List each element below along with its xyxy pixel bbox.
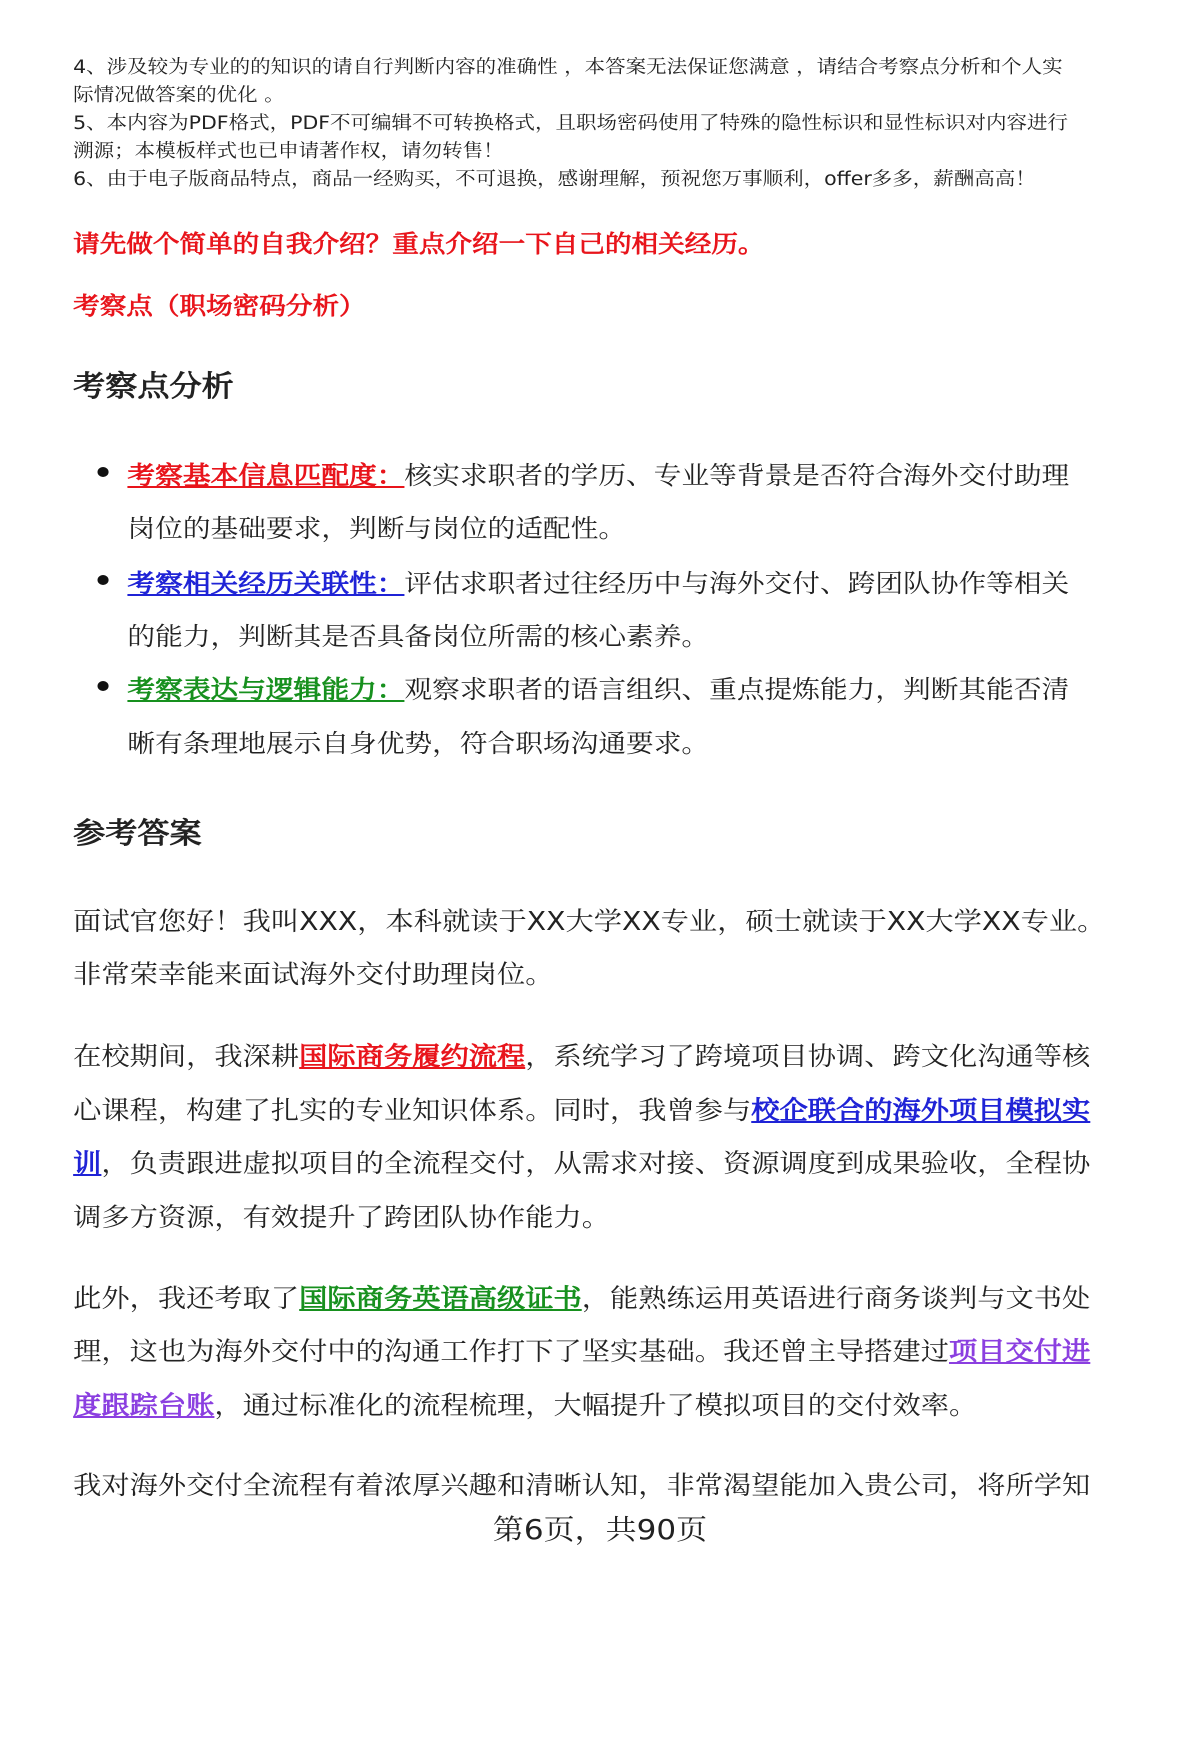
note-line: 4、涉及较为专业的的知识的请自行判断内容的准确性 ，本答案无法保证您满意 ，请结合考察点分析和个人实 xyxy=(73,57,1063,78)
highlight-keyword: 国际商务履约流程 xyxy=(299,1042,526,1072)
answer-line: 调多方资源，有效提升了跨团队协作能力。 xyxy=(73,1203,610,1233)
answer-line xyxy=(73,1144,1144,1180)
note-line: 6、由于电子版商品特点，商品一经购买，不可退换，感谢理解，预祝您万事顺利，offer多多，薪酬高高！ xyxy=(73,169,1036,190)
page-number: 第6页，共90页 xyxy=(492,1513,708,1546)
answer-line xyxy=(73,1091,1144,1127)
answer-line: 我对海外交付全流程有着浓厚兴趣和清晰认知，非常渴望能加入贵公司，将所学知 xyxy=(73,1471,1091,1501)
text: 理，这也为海外交付中的沟通工作打下了坚实基础。我还曾主导搭建过 xyxy=(73,1337,950,1367)
text: ，能熟练运用英语进行商务谈判与文书处 xyxy=(581,1284,1091,1314)
highlight-keyword: 校企联合的海外项目模拟实 xyxy=(751,1096,1091,1126)
bullet-text: 的能力，判断其是否具备岗位所需的核心素养。 xyxy=(127,622,710,651)
answer-line xyxy=(73,1386,1144,1422)
answer-line xyxy=(73,1037,1144,1073)
answer-line xyxy=(73,1332,1144,1368)
bullet-text: 评估求职者过往经历中与海外交付、跨团队协作等相关 xyxy=(404,569,1070,598)
bullet-icon xyxy=(98,467,109,477)
bullet-item xyxy=(127,670,1144,706)
bullet-icon xyxy=(98,575,109,585)
text: ，负责跟进虚拟项目的全流程交付，从需求对接、资源调度到成果验收，全程协 xyxy=(101,1149,1091,1179)
text: 心课程，构建了扎实的专业知识体系。同时，我曾参与 xyxy=(73,1096,752,1126)
bullet-icon xyxy=(98,681,109,691)
bullet-keyword: 考察相关经历关联性： xyxy=(127,569,405,598)
answer-line: 面试官您好！我叫XXX，本科就读于XX大学XX专业，硕士就读于XX大学XX专业。 xyxy=(73,907,1106,937)
bullet-item xyxy=(127,456,1144,492)
text: ，系统学习了跨境项目协调、跨文化沟通等核 xyxy=(525,1042,1091,1072)
bullet-text: 观察求职者的语言组织、重点提炼能力，判断其能否清 xyxy=(404,675,1070,704)
bullet-keyword: 考察表达与逻辑能力： xyxy=(127,675,405,704)
analysis-heading: 考察点分析 xyxy=(73,369,234,403)
answer-line xyxy=(73,1279,1144,1315)
note-line: 5、本内容为PDF格式，PDF不可编辑不可转换格式，且职场密码使用了特殊的隐性标识和显性标识对内容进行 xyxy=(73,113,1068,134)
highlight-keyword: 训 xyxy=(73,1149,102,1179)
text: 此外，我还考取了 xyxy=(73,1284,300,1314)
note-line: 溯源；本模板样式也已申请著作权，请勿转售！ xyxy=(73,141,504,162)
note-line: 际情况做答案的优化 。 xyxy=(73,85,285,106)
text: ，通过标准化的流程梳理，大幅提升了模拟项目的交付效率。 xyxy=(214,1391,978,1421)
highlight-keyword: 国际商务英语高级证书 xyxy=(299,1284,582,1314)
bullet-item xyxy=(127,564,1144,600)
bullet-text: 岗位的基础要求，判断与岗位的适配性。 xyxy=(127,514,627,543)
answer-heading: 参考答案 xyxy=(73,816,202,850)
analysis-subtitle: 考察点（职场密码分析） xyxy=(73,292,366,320)
text: 在校期间，我深耕 xyxy=(73,1042,300,1072)
bullet-text: 核实求职者的学历、专业等背景是否符合海外交付助理 xyxy=(404,461,1070,490)
interview-question: 请先做个简单的自我介绍？重点介绍一下自己的相关经历。 xyxy=(73,230,765,258)
highlight-keyword: 度跟踪台账 xyxy=(73,1391,215,1421)
bullet-keyword: 考察基本信息匹配度： xyxy=(127,461,405,490)
answer-line: 非常荣幸能来面试海外交付助理岗位。 xyxy=(73,960,554,990)
highlight-keyword: 项目交付进 xyxy=(949,1337,1091,1367)
bullet-text: 晰有条理地展示自身优势，符合职场沟通要求。 xyxy=(127,729,710,758)
